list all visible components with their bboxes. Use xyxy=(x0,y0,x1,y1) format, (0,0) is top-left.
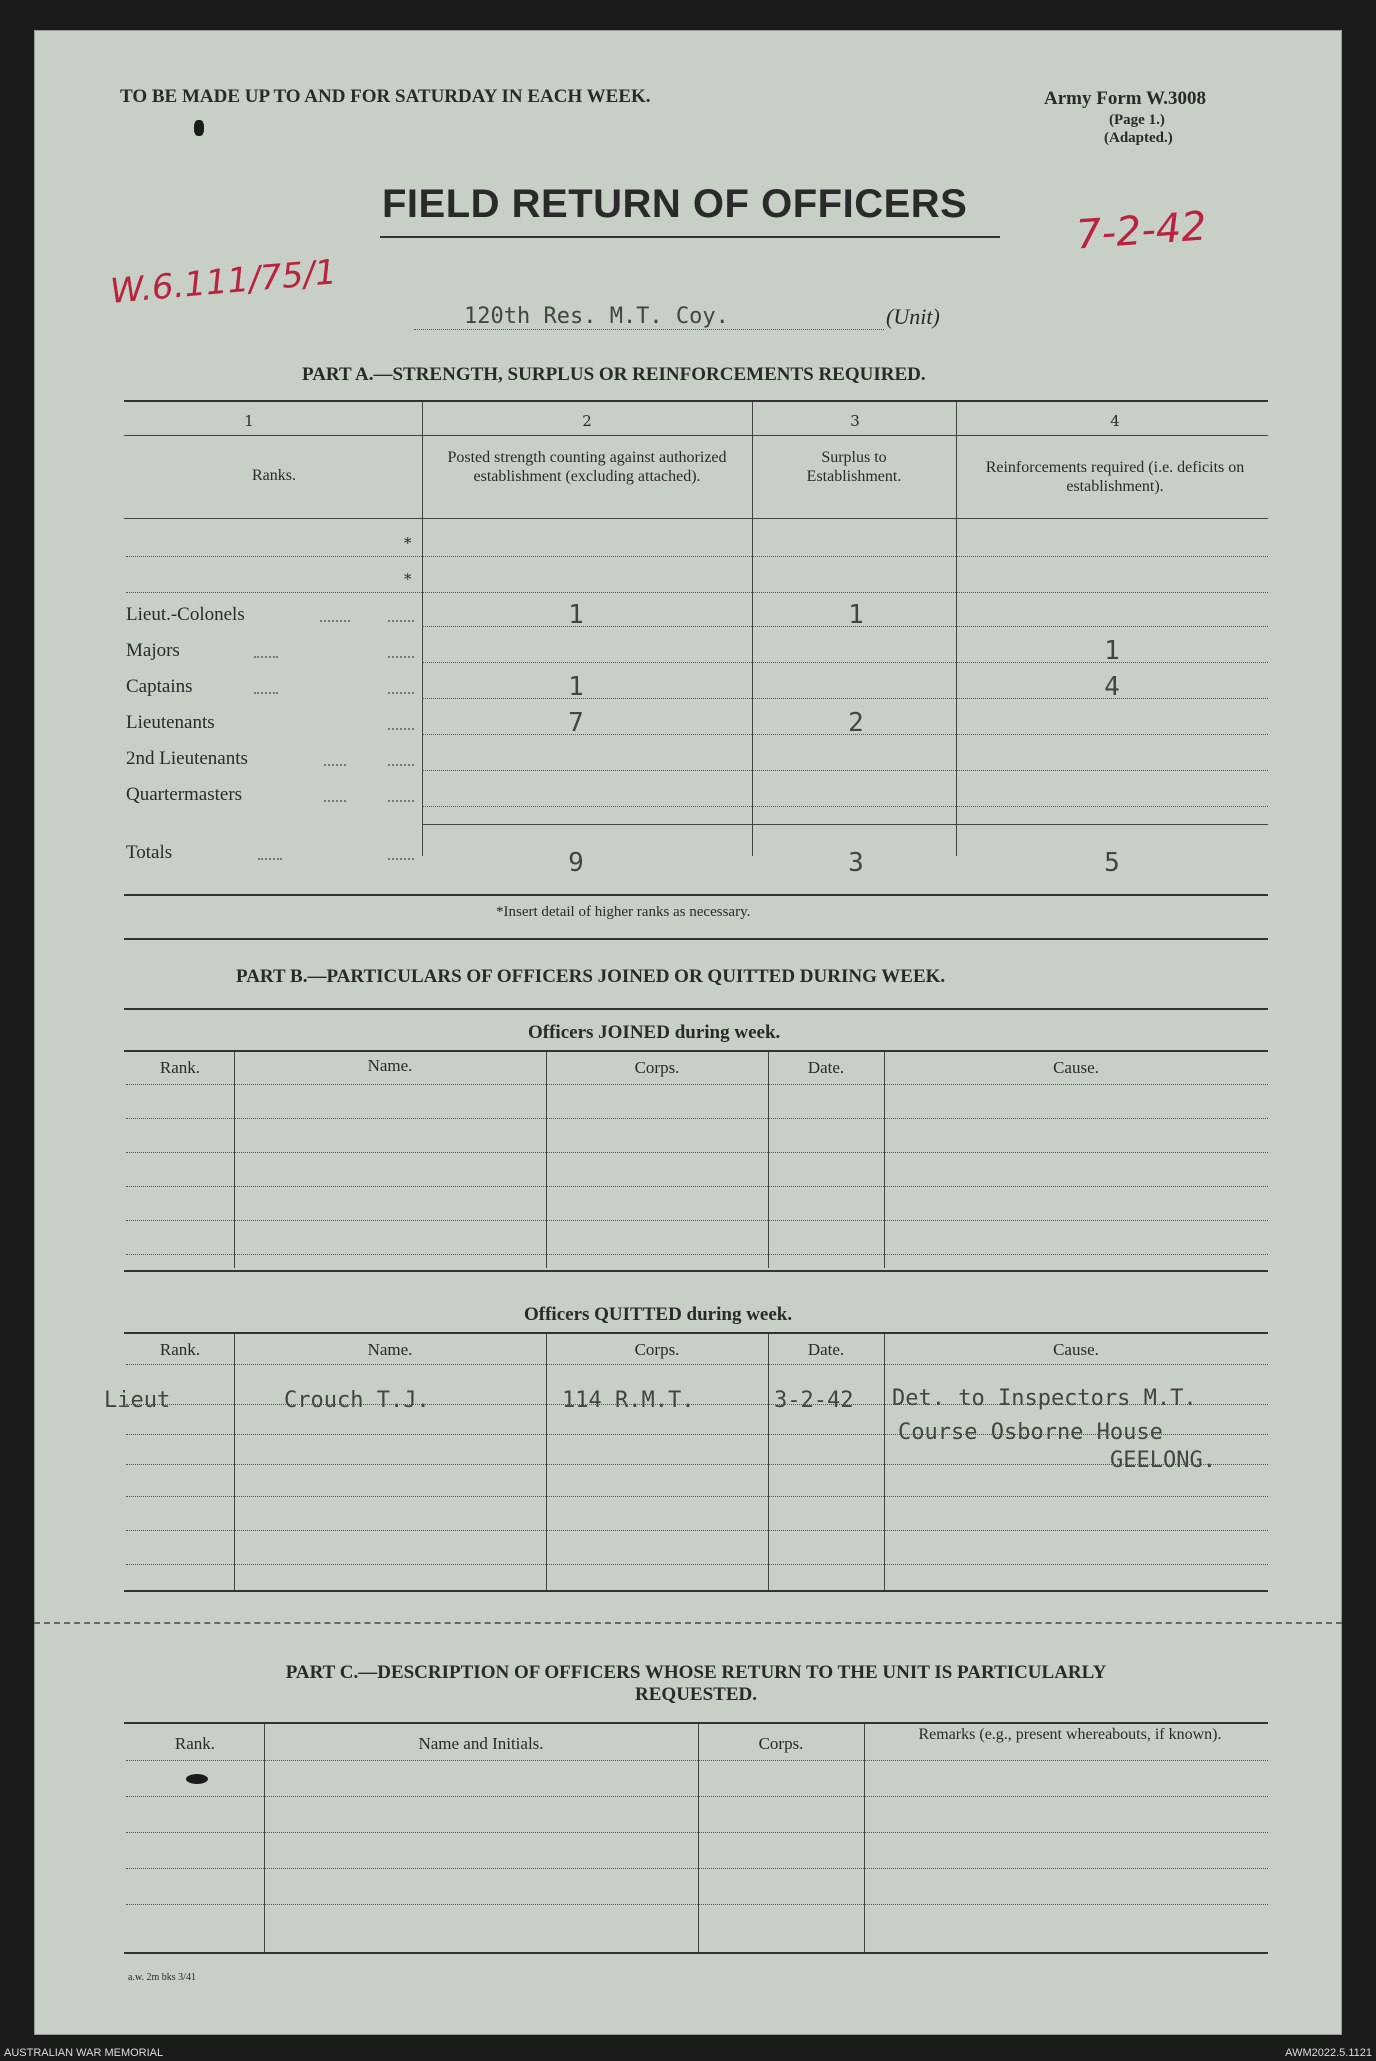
total-reinforcements: 5 xyxy=(1104,848,1120,878)
surplus-value: 2 xyxy=(848,708,864,738)
quitted-heading: Officers QUITTED during week. xyxy=(524,1304,793,1325)
posted-value: 7 xyxy=(568,708,584,738)
part-c-col-corps: Corps. xyxy=(758,1734,804,1753)
part-a-heading: PART A.—STRENGTH, SURPLUS OR REINFORCEMENTS REQUIRED. xyxy=(302,364,926,385)
quitted-corps: 114 R.M.T. xyxy=(562,1388,695,1413)
total-surplus: 3 xyxy=(848,848,864,878)
part-c-col-rank: Rank. xyxy=(174,1734,216,1753)
rank-label: Lieut.-Colonels xyxy=(126,604,245,625)
part-c-heading-line2: REQUESTED. xyxy=(635,1684,757,1705)
quitted-name: Crouch T.J. xyxy=(284,1388,430,1413)
quitted-col-corps: Corps. xyxy=(634,1340,680,1359)
quitted-rank: Lieut xyxy=(104,1388,171,1413)
posted-value: 1 xyxy=(568,600,584,630)
quitted-col-cause: Cause. xyxy=(1053,1340,1099,1359)
posted-strength-header: Posted strength counting against authorized establishment (excluding attached). xyxy=(447,449,727,485)
joined-col-name: Name. xyxy=(367,1056,413,1075)
rank-label: Captains xyxy=(126,676,193,697)
unit-dotted-line xyxy=(414,329,884,330)
unit-label: (Unit) xyxy=(886,304,940,329)
instruction-text: TO BE MADE UP TO AND FOR SATURDAY IN EACH WEEK. xyxy=(120,86,651,107)
col-number-2: 2 xyxy=(582,412,592,430)
perforation-line xyxy=(34,1622,1342,1624)
quitted-col-date: Date. xyxy=(807,1340,845,1359)
part-a-footnote: *Insert detail of higher ranks as necessary. xyxy=(496,904,751,920)
reinforcements-value: 4 xyxy=(1104,672,1120,702)
part-b-heading: PART B.—PARTICULARS OF OFFICERS JOINED OR QUITTED DURING WEEK. xyxy=(236,966,946,987)
quitted-cause-line3: GEELONG. xyxy=(1110,1448,1216,1473)
surplus-value: 1 xyxy=(848,600,864,630)
quitted-col-rank: Rank. xyxy=(159,1340,201,1359)
part-c-col-remarks: Remarks (e.g., present whereabouts, if known). xyxy=(918,1726,1222,1743)
joined-col-date: Date. xyxy=(807,1058,845,1077)
reinforcements-header: Reinforcements required (i.e. deficits on establishment). xyxy=(985,459,1245,495)
form-sheet xyxy=(34,30,1342,2035)
paper-hole xyxy=(186,1774,208,1784)
print-code: a.w. 2m bks 3/41 xyxy=(128,1972,196,1983)
quitted-cause-line1: Det. to Inspectors M.T. xyxy=(892,1386,1197,1411)
rank-label: Quartermasters xyxy=(126,784,243,805)
handwritten-reference: W.6.111/75/1 xyxy=(108,252,339,312)
joined-col-cause: Cause. xyxy=(1053,1058,1099,1077)
form-id: Army Form W.3008 xyxy=(1044,88,1207,109)
form-page: (Page 1.) xyxy=(1109,112,1165,128)
posted-value: 1 xyxy=(568,672,584,702)
footer-right: AWM2022.5.1121 xyxy=(1285,2047,1372,2059)
rank-label: Lieutenants xyxy=(126,712,215,733)
rank-label: 2nd Lieutenants xyxy=(126,748,248,769)
quitted-col-name: Name. xyxy=(367,1340,413,1359)
surplus-header: Surplus to Establishment. xyxy=(806,449,902,485)
part-c-heading-line1: PART C.—DESCRIPTION OF OFFICERS WHOSE RETURN TO THE UNIT IS PARTICULARLY xyxy=(285,1662,1107,1683)
joined-col-corps: Corps. xyxy=(634,1058,680,1077)
quitted-date: 3-2-42 xyxy=(774,1388,854,1413)
joined-heading: Officers JOINED during week. xyxy=(528,1022,781,1043)
page-title: FIELD RETURN OF OFFICERS xyxy=(382,182,968,226)
col-number-4: 4 xyxy=(1110,412,1120,430)
total-posted: 9 xyxy=(568,848,584,878)
asterisk-marker: * xyxy=(404,570,412,588)
col-number-1: 1 xyxy=(244,412,254,430)
title-underline xyxy=(380,236,1000,238)
totals-label: Totals xyxy=(126,842,173,863)
reinforcements-value: 1 xyxy=(1104,636,1120,666)
quitted-cause-line2: Course Osborne House xyxy=(898,1420,1163,1445)
asterisk-marker: * xyxy=(404,534,412,552)
unit-value: 120th Res. M.T. Coy. xyxy=(464,304,729,329)
joined-col-rank: Rank. xyxy=(159,1058,201,1077)
rank-label: Majors xyxy=(126,640,180,661)
paper-hole xyxy=(194,120,204,136)
form-adapted: (Adapted.) xyxy=(1104,130,1173,146)
part-a-top-rule xyxy=(124,400,1268,402)
handwritten-date: 7-2-42 xyxy=(1074,203,1209,259)
part-c-col-name: Name and Initials. xyxy=(418,1734,544,1753)
col-number-3: 3 xyxy=(850,412,860,430)
ranks-header: Ranks. xyxy=(252,467,296,484)
footer-left: AUSTRALIAN WAR MEMORIAL xyxy=(4,2047,164,2059)
